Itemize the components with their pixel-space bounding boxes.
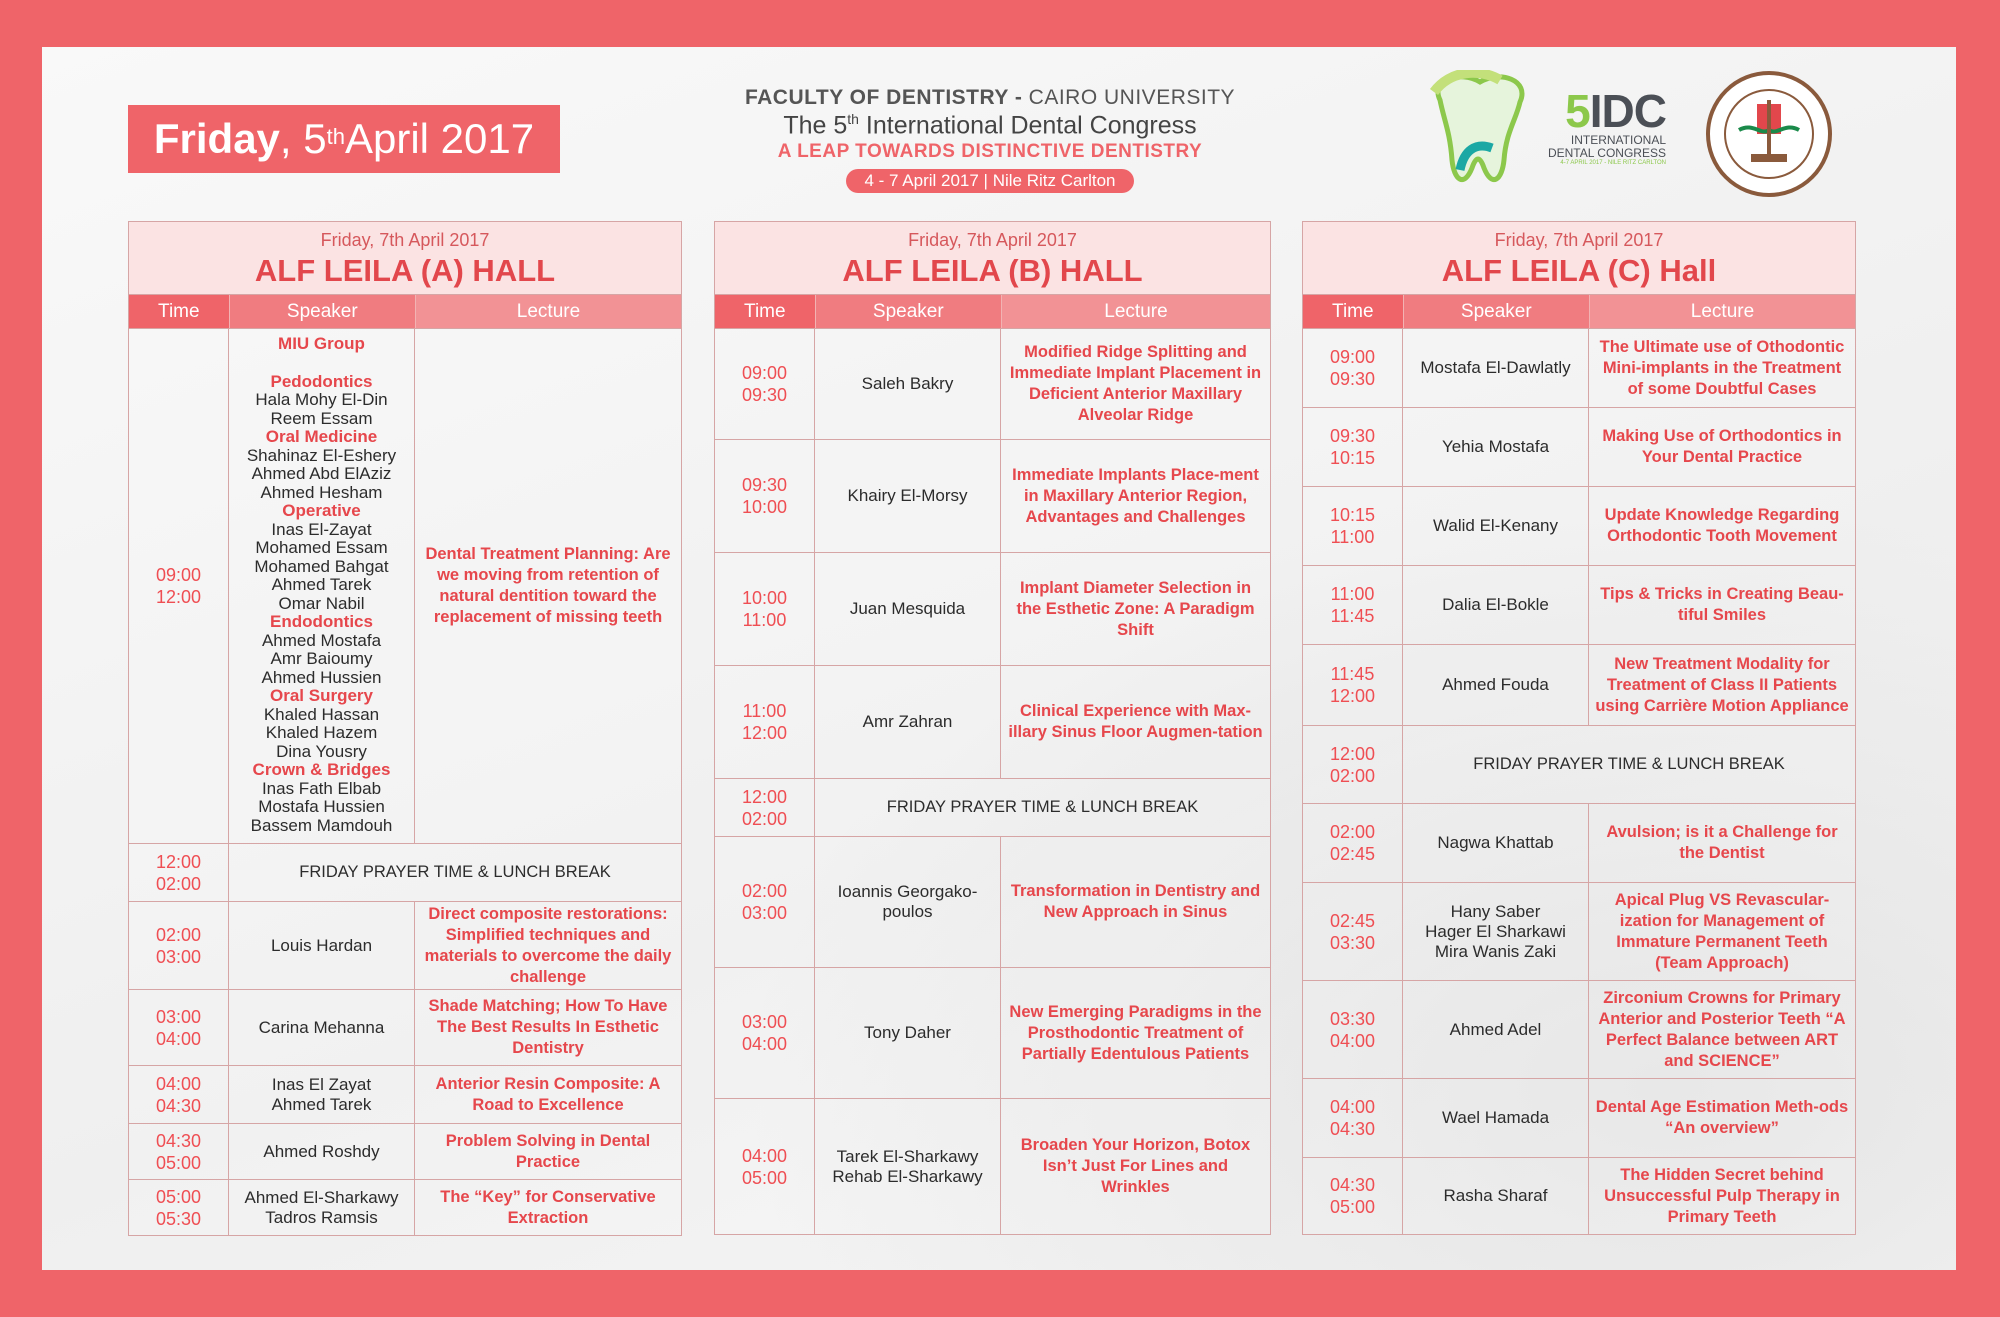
group-name: Crown & Bridges: [252, 760, 391, 779]
time-start: 11:45: [1330, 664, 1375, 684]
group-name: Pedodontics: [270, 371, 373, 391]
lecture-cell: Dental Treatment Planning: Are we moving from retention of natural dentition toward the replacement of missing teeth: [425, 545, 671, 626]
col-speaker: Speaker: [230, 295, 416, 328]
group-member: Shahinaz El-Eshery: [246, 445, 397, 465]
table-row: [715, 328, 1270, 439]
time-end: 05:00: [155, 1152, 202, 1173]
hall-b-name: ALF LEILA (B) HALL: [842, 253, 1143, 288]
lecture-cell: Direct composite restorations: Simplified techniques and materials to overcome the daily challenge: [424, 904, 672, 986]
time-cell: [129, 844, 229, 901]
table-row: [1303, 803, 1855, 882]
table-row: [1303, 1157, 1855, 1234]
speaker-cell: Amr Zahran: [815, 666, 1001, 778]
time-start: 02:00: [155, 924, 202, 945]
time-start: 10:00: [741, 588, 788, 608]
table-row: [129, 901, 681, 989]
time-end: 04:30: [155, 1095, 202, 1116]
time-cell: [715, 553, 815, 665]
badge-month-year: April 2017: [344, 115, 535, 162]
hall-b-column-headers: [715, 295, 1270, 328]
time-end: 04:00: [741, 1034, 788, 1054]
time-start: 03:30: [1329, 1008, 1376, 1029]
lecture-cell: Avulsion; is it a Challenge for the Dentist: [1606, 823, 1838, 862]
group-member: Ahmed Mostafa: [261, 630, 382, 650]
time-end: 09:30: [741, 385, 788, 405]
time-cell: [715, 837, 815, 967]
time-end: 12:00: [1329, 686, 1376, 706]
hall-a-date: Friday, 7th April 2017: [320, 230, 490, 250]
speaker-cell: Inas El Zayat Ahmed Tarek: [229, 1066, 415, 1123]
date-badge: [128, 105, 560, 173]
col-time: Time: [715, 295, 816, 328]
table-row: [129, 328, 681, 843]
time-end: 11:45: [1330, 606, 1375, 626]
table-row: [715, 439, 1270, 552]
time-start: 11:00: [1330, 584, 1375, 604]
time-end: 10:15: [1329, 448, 1376, 468]
table-row: [715, 1098, 1270, 1234]
speaker-cell: Hany Saber Hager El Sharkawi Mira Wanis Zaki: [1403, 883, 1589, 980]
time-start: 11:00: [742, 701, 787, 721]
lecture-cell: Immediate Implants Place-ment in Maxillary Anterior Region, Advantages and Challenges: [1012, 465, 1259, 526]
speaker-cell: Tony Daher: [815, 968, 1001, 1098]
speaker-cell: Walid El-Kenany: [1403, 487, 1589, 565]
group-member: Ahmed Abd ElAziz: [251, 464, 392, 483]
time-end: 03:00: [741, 903, 788, 923]
time-cell: [1303, 804, 1403, 882]
speaker-cell: Saleh Bakry: [815, 329, 1001, 439]
badge-date: , 5: [279, 115, 327, 162]
time-start: 04:00: [741, 1145, 788, 1166]
col-time: Time: [129, 295, 230, 328]
group-member: Mohamed Bahgat: [254, 556, 389, 576]
date-venue-pill: 4 - 7 April 2017 | Nile Ritz Carlton: [846, 169, 1133, 193]
speaker-cell: Juan Mesquida: [815, 553, 1001, 665]
time-cell: [1303, 981, 1403, 1078]
time-end: 09:30: [1329, 369, 1376, 389]
speaker-cell: Rasha Sharaf: [1403, 1158, 1589, 1234]
time-start: 12:00: [741, 786, 788, 807]
group-member: Khaled Hazem: [265, 723, 378, 742]
time-start: 04:30: [155, 1130, 202, 1151]
logo-line2: DENTAL CONGRESS: [1547, 146, 1666, 160]
time-cell: [1303, 408, 1403, 486]
lecture-cell: The “Key” for Conservative Extraction: [440, 1187, 656, 1227]
lecture-cell: Making Use of Orthodontics in Your Dental Practice: [1602, 427, 1842, 466]
time-start: 02:00: [741, 881, 788, 901]
lecture-cell: The Hidden Secret behind Unsuccessful Pulp Therapy in Primary Teeth: [1604, 1165, 1840, 1226]
break-row: [129, 843, 681, 901]
table-row: [715, 967, 1270, 1098]
logo-number: 5: [1565, 85, 1590, 137]
table-row: [1303, 980, 1855, 1078]
group-member: Khaled Hassan: [263, 704, 380, 724]
table-row: [1303, 644, 1855, 725]
time-end: 11:00: [742, 610, 787, 630]
time-cell: [715, 968, 815, 1098]
congress-title: [700, 111, 1280, 140]
idc-logo-text: [1538, 85, 1666, 166]
lecture-cell: Apical Plug VS Revascular-ization for Management of Immature Permanent Teeth (Team Approach): [1614, 890, 1830, 972]
speaker-cell: Tarek El-Sharkawy Rehab El-Sharkawy: [815, 1099, 1001, 1234]
time-cell: [1303, 566, 1403, 644]
time-start: 04:00: [1329, 1097, 1376, 1117]
congress-title-post: International Dental Congress: [858, 111, 1197, 140]
time-end: 05:30: [155, 1208, 202, 1229]
table-row: [715, 552, 1270, 665]
time-start: 04:00: [155, 1073, 202, 1094]
logo-tiny: 4-7 APRIL 2017 - NILE RITZ CARLTON: [1560, 160, 1666, 166]
hall-a-header: [129, 222, 681, 295]
lecture-cell: Zirconium Crowns for Primary Anterior and Posterior Teeth “A Perfect Balance between ART and SCIENCE”: [1598, 988, 1846, 1070]
time-cell: [129, 1180, 229, 1235]
group-member: Mostafa Hussien: [258, 797, 385, 816]
time-start: 04:30: [1329, 1175, 1376, 1195]
group-member: Mohamed Essam: [255, 538, 388, 557]
lecture-cell: The Ultimate use of Othodontic Mini-implants in the Treatment of some Doubtful Cases: [1599, 337, 1845, 398]
table-row: [1303, 328, 1855, 407]
time-start: 02:45: [1329, 910, 1376, 931]
hall-b-rows: [715, 328, 1270, 778]
faculty-name: FACULTY OF DENTISTRY -: [744, 86, 1023, 109]
badge-sup: th: [326, 124, 345, 149]
lecture-cell: Tips & Tricks in Creating Beau-tiful Smiles: [1600, 585, 1844, 624]
break-cell: FRIDAY PRAYER TIME & LUNCH BREAK: [1473, 755, 1785, 773]
col-speaker: Speaker: [816, 295, 1002, 328]
hall-c-rows-afternoon: [1303, 803, 1855, 1234]
table-row: [1303, 1078, 1855, 1157]
time-cell: [1303, 329, 1403, 407]
time-cell: [715, 440, 815, 552]
speaker-cell: Yehia Mostafa: [1403, 408, 1589, 486]
group-member: Inas Fath Elbab: [261, 778, 382, 798]
time-cell: [129, 329, 229, 843]
table-row: [1303, 486, 1855, 565]
time-cell: [129, 902, 229, 989]
time-start: 10:15: [1329, 505, 1376, 525]
time-start: 09:00: [741, 363, 788, 383]
time-end: 02:00: [741, 808, 788, 829]
lecture-cell: Clinical Experience with Max-illary Sinus Floor Augmen-tation: [1008, 702, 1263, 741]
time-start: 02:00: [1329, 822, 1376, 842]
col-lecture: Lecture: [1590, 295, 1855, 328]
group-member: Hala Mohy El-Din: [255, 390, 388, 409]
table-row: [715, 836, 1270, 967]
hall-b-table: [714, 221, 1271, 1235]
group-name: Oral Surgery: [270, 686, 373, 705]
time-start: 12:00: [155, 851, 202, 872]
group-name: Endodontics: [270, 612, 373, 631]
time-end: 03:30: [1329, 932, 1376, 953]
lecture-cell: Modified Ridge Splitting and Immediate Implant Placement in Deficient Anterior Maxillary Alveolar Ridge: [1009, 343, 1262, 424]
time-start: 03:00: [155, 1006, 202, 1027]
speaker-cell: Ahmed Adel: [1403, 981, 1589, 1078]
time-end: 04:00: [155, 1028, 202, 1049]
time-end: 02:45: [1329, 844, 1376, 864]
hall-a-rows: [129, 901, 681, 1235]
logo-abbr: IDC: [1589, 85, 1666, 137]
time-end: 12:00: [155, 587, 202, 607]
break-row: [1303, 725, 1855, 803]
lecture-cell: Problem Solving in Dental Practice: [445, 1131, 651, 1171]
faculty-line: [700, 86, 1280, 110]
group-member: Ahmed Hesham: [260, 482, 383, 502]
time-cell: [1303, 645, 1403, 725]
group-member: Bassem Mamdouh: [250, 815, 393, 835]
congress-title-sup: th: [847, 111, 859, 127]
hall-b-rows-afternoon: [715, 836, 1270, 1234]
hall-c-rows: [1303, 328, 1855, 725]
time-cell: [1303, 726, 1403, 803]
time-start: 09:00: [1329, 347, 1376, 367]
hall-a-column-headers: [129, 295, 681, 328]
speaker-cell: Dalia El-Bokle: [1403, 566, 1589, 644]
university-name: CAIRO UNIVERSITY: [1022, 86, 1236, 109]
col-time: Time: [1303, 295, 1404, 328]
time-start: 09:00: [155, 565, 202, 585]
time-end: 03:00: [155, 946, 202, 967]
congress-title-pre: The 5: [783, 111, 848, 140]
time-end: 04:00: [1329, 1030, 1376, 1051]
group-name: Oral Medicine: [265, 427, 378, 446]
time-start: 09:30: [1329, 426, 1376, 446]
speaker-cell: Ioannis Georgako- poulos: [815, 837, 1001, 967]
hall-a-name: ALF LEILA (A) HALL: [254, 253, 556, 288]
time-start: 05:00: [155, 1186, 202, 1207]
hall-c-header: [1303, 222, 1855, 295]
lecture-cell: New Treatment Modality for Treatment of Class II Patients using Carrière Motion Appliance: [1595, 654, 1849, 715]
group-member: Ahmed Tarek: [271, 575, 372, 594]
time-cell: [129, 990, 229, 1065]
faculty-seal-icon: [1705, 70, 1833, 198]
col-speaker: Speaker: [1404, 295, 1590, 328]
group-member: Inas El-Zayat: [271, 519, 372, 539]
table-row: [715, 665, 1270, 778]
group-member: Ahmed Hussien: [261, 667, 382, 687]
lecture-cell: Implant Diameter Selection in the Esthetic Zone: A Paradigm Shift: [1016, 578, 1255, 639]
break-row: [715, 778, 1270, 836]
time-cell: [1303, 1158, 1403, 1234]
congress-header: [700, 86, 1280, 193]
hall-c-table: [1302, 221, 1856, 1235]
time-cell: [715, 329, 815, 439]
time-end: 12:00: [741, 723, 788, 743]
group-title: MIU Group: [278, 334, 365, 353]
lecture-cell: Broaden Your Horizon, Botox Isn’t Just For Lines and Wrinkles: [1020, 1136, 1251, 1196]
hall-b-header: [715, 222, 1270, 295]
logo-line1: INTERNATIONAL: [1570, 133, 1666, 147]
lecture-cell: Anterior Resin Composite: A Road to Excellence: [435, 1074, 661, 1114]
time-end: 10:00: [741, 497, 788, 517]
lecture-cell: Dental Age Estimation Meth-ods “An overview”: [1595, 1098, 1849, 1137]
time-end: 02:00: [1329, 765, 1376, 786]
break-cell: FRIDAY PRAYER TIME & LUNCH BREAK: [299, 863, 611, 881]
congress-slogan: A LEAP TOWARDS DISTINCTIVE DENTISTRY: [777, 141, 1203, 163]
speaker-cell: Louis Hardan: [229, 902, 415, 989]
group-member: Omar Nabil: [278, 593, 365, 613]
time-end: 02:00: [155, 873, 202, 894]
speaker-cell: [229, 329, 415, 843]
hall-c-name: ALF LEILA (C) Hall: [1441, 253, 1717, 288]
table-row: [129, 1179, 681, 1235]
group-name: Operative: [282, 501, 361, 520]
time-start: 09:30: [741, 475, 788, 495]
time-cell: [1303, 1079, 1403, 1157]
speaker-cell: Ahmed Fouda: [1403, 645, 1589, 725]
badge-day: Friday: [153, 115, 280, 162]
speaker-cell: Ahmed El-Sharkawy Tadros Ramsis: [229, 1180, 415, 1235]
table-row: [129, 1065, 681, 1123]
time-cell: [715, 666, 815, 778]
lecture-cell: Update Knowledge Regarding Orthodontic Tooth Movement: [1604, 506, 1840, 545]
table-row: [1303, 565, 1855, 644]
table-row: [129, 1123, 681, 1179]
time-end: 05:00: [741, 1167, 788, 1188]
time-start: 12:00: [1329, 743, 1376, 764]
time-start: 03:00: [741, 1012, 788, 1032]
table-row: [1303, 407, 1855, 486]
lecture-cell: Shade Matching; How To Have The Best Results In Esthetic Dentistry: [428, 997, 668, 1057]
table-row: [1303, 882, 1855, 980]
time-end: 11:00: [1330, 527, 1375, 547]
speaker-cell: Carina Mehanna: [229, 990, 415, 1065]
group-member: Reem Essam: [270, 408, 373, 428]
hall-b-date: Friday, 7th April 2017: [908, 230, 1077, 250]
speaker-cell: Nagwa Khattab: [1403, 804, 1589, 882]
hall-c-date: Friday, 7th April 2017: [1494, 230, 1664, 250]
time-end: 04:30: [1329, 1119, 1376, 1139]
col-lecture: Lecture: [416, 295, 681, 328]
time-end: 05:00: [1329, 1197, 1376, 1217]
hall-a-table: [128, 221, 682, 1236]
lecture-cell: New Emerging Paradigms in the Prosthodontic Treatment of Partially Edentulous Patients: [1009, 1002, 1262, 1063]
break-cell: FRIDAY PRAYER TIME & LUNCH BREAK: [886, 798, 1199, 816]
time-cell: [1303, 883, 1403, 980]
group-member: Dina Yousry: [276, 741, 367, 761]
time-cell: [715, 779, 815, 836]
hall-c-column-headers: [1303, 295, 1855, 328]
time-cell: [715, 1099, 815, 1234]
time-cell: [129, 1066, 229, 1123]
speaker-cell: Mostafa El-Dawlatly: [1403, 329, 1589, 407]
lecture-cell: Transformation in Dentistry and New Approach in Sinus: [1010, 882, 1261, 921]
group-member: Amr Baioumy: [270, 649, 373, 668]
speaker-cell: Khairy El-Morsy: [815, 440, 1001, 552]
speaker-cell: Wael Hamada: [1403, 1079, 1589, 1157]
time-cell: [129, 1124, 229, 1179]
speaker-cell: Ahmed Roshdy: [229, 1124, 415, 1179]
col-lecture: Lecture: [1002, 295, 1270, 328]
time-cell: [1303, 487, 1403, 565]
table-row: [129, 989, 681, 1065]
